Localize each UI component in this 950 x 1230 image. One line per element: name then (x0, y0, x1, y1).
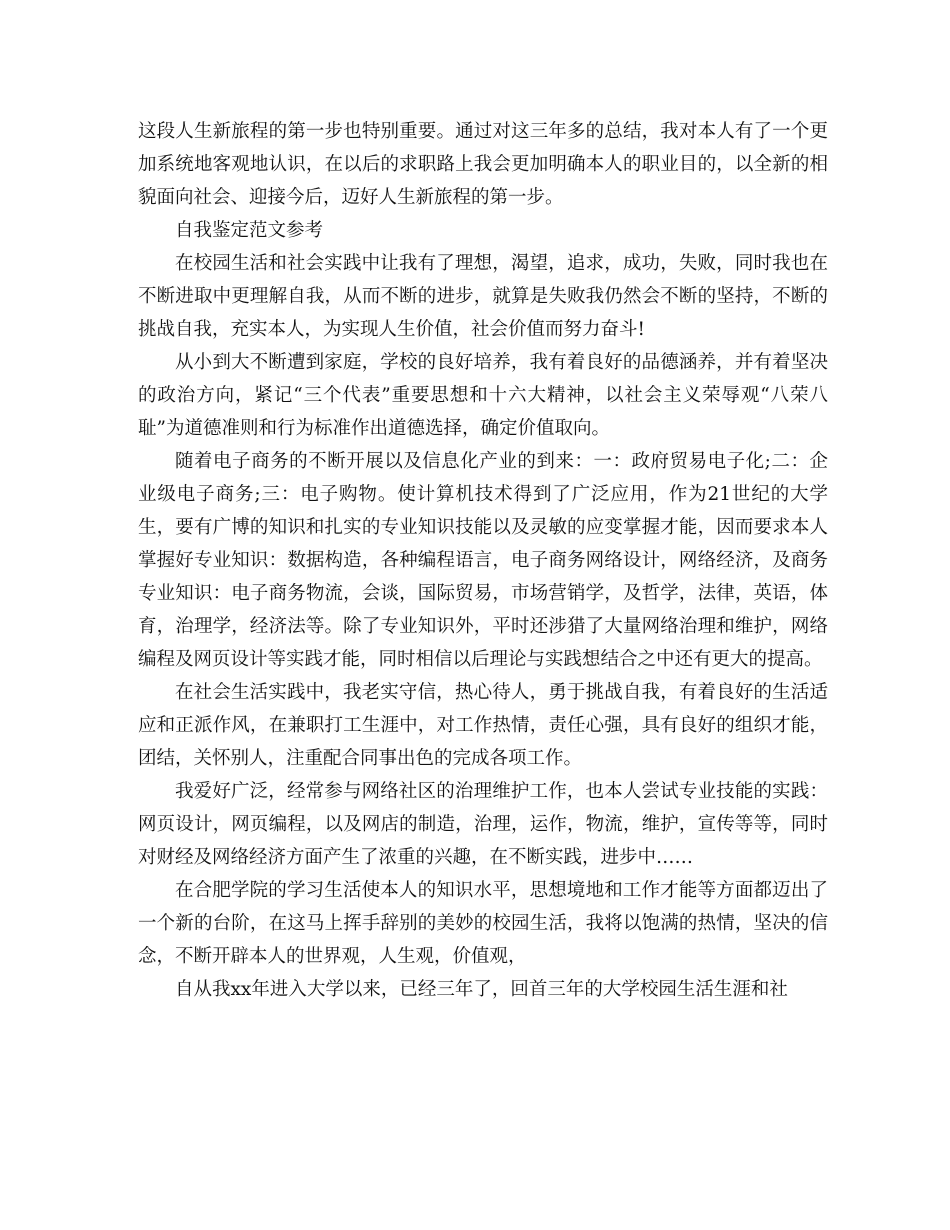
paragraph-continued: 这段人生新旅程的第一步也特别重要。通过对这三年多的总结，我对本人有了一个更加系统地客观地认识，在以后的求职路上我会更加明确本人的职业目的，以全新的相貌面向社会、迎接今后，迈好人生新旅程的第一步。 (138, 121, 828, 208)
paragraph: 在社会生活实践中，我老实守信，热心待人，勇于挑战自我，有着良好的生活适应和正派作风，在兼职打工生涯中，对工作热情，责任心强，具有良好的组织才能，团结，关怀别人，注重配合同事出色的完成各项工作。 (138, 682, 828, 769)
document-body (138, 115, 828, 1006)
paragraph: 在校园生活和社会实践中让我有了理想，渴望，追求，成功，失败，同时我也在不断进取中更理解自我，从而不断的进步，就算是失败我仍然会不断的坚持，不断的挑战自我，充实本人，为实现人生价值，社会价值而努力奋斗! (138, 253, 828, 340)
paragraph-truncated: 自从我xx年进入大学以来，已经三年了，回首三年的大学校园生活生涯和社 (175, 979, 788, 1000)
paragraph: 我爱好广泛，经常参与网络社区的治理维护工作，也本人尝试专业技能的实践：网页设计，网页编程，以及网店的制造，治理，运作，物流，维护，宣传等等，同时对财经及网络经济方面产生了浓重的兴趣，在不断实践，进步中…… (138, 781, 828, 868)
paragraph: 从小到大不断遭到家庭，学校的良好培养，我有着良好的品德涵养，并有着坚决的政治方向，紧记“三个代表”重要思想和十六大精神，以社会主义荣辱观“八荣八耻”为道德准则和行为标准作出道德选择，确定价值取向。 (138, 352, 828, 439)
paragraph: 随着电子商务的不断开展以及信息化产业的到来：一：政府贸易电子化;二：企业级电子商务;三：电子购物。使计算机技术得到了广泛应用，作为21世纪的大学生，要有广博的知识和扎实的专业知识技能以及灵敏的应变掌握才能，因而要求本人掌握好专业知识：数据构造，各种编程语言，电子商务网络设计，网络经济，及商务专业知识：电子商务物流，会谈，国际贸易，市场营销学，及哲学，法律，英语，体育，治理学，经济法等。除了专业知识外，平时还涉猎了大量网络治理和维护，网络编程及网页设计等实践才能，同时相信以后理论与实践想结合之中还有更大的提高。 (138, 451, 828, 670)
paragraph: 在合肥学院的学习生活使本人的知识水平，思想境地和工作才能等方面都迈出了一个新的台阶，在这马上挥手辞别的美妙的校园生活，我将以饱满的热情，坚决的信念，不断开辟本人的世界观，人生观，价值观， (138, 880, 828, 967)
section-heading: 自我鉴定范文参考 (175, 220, 324, 241)
